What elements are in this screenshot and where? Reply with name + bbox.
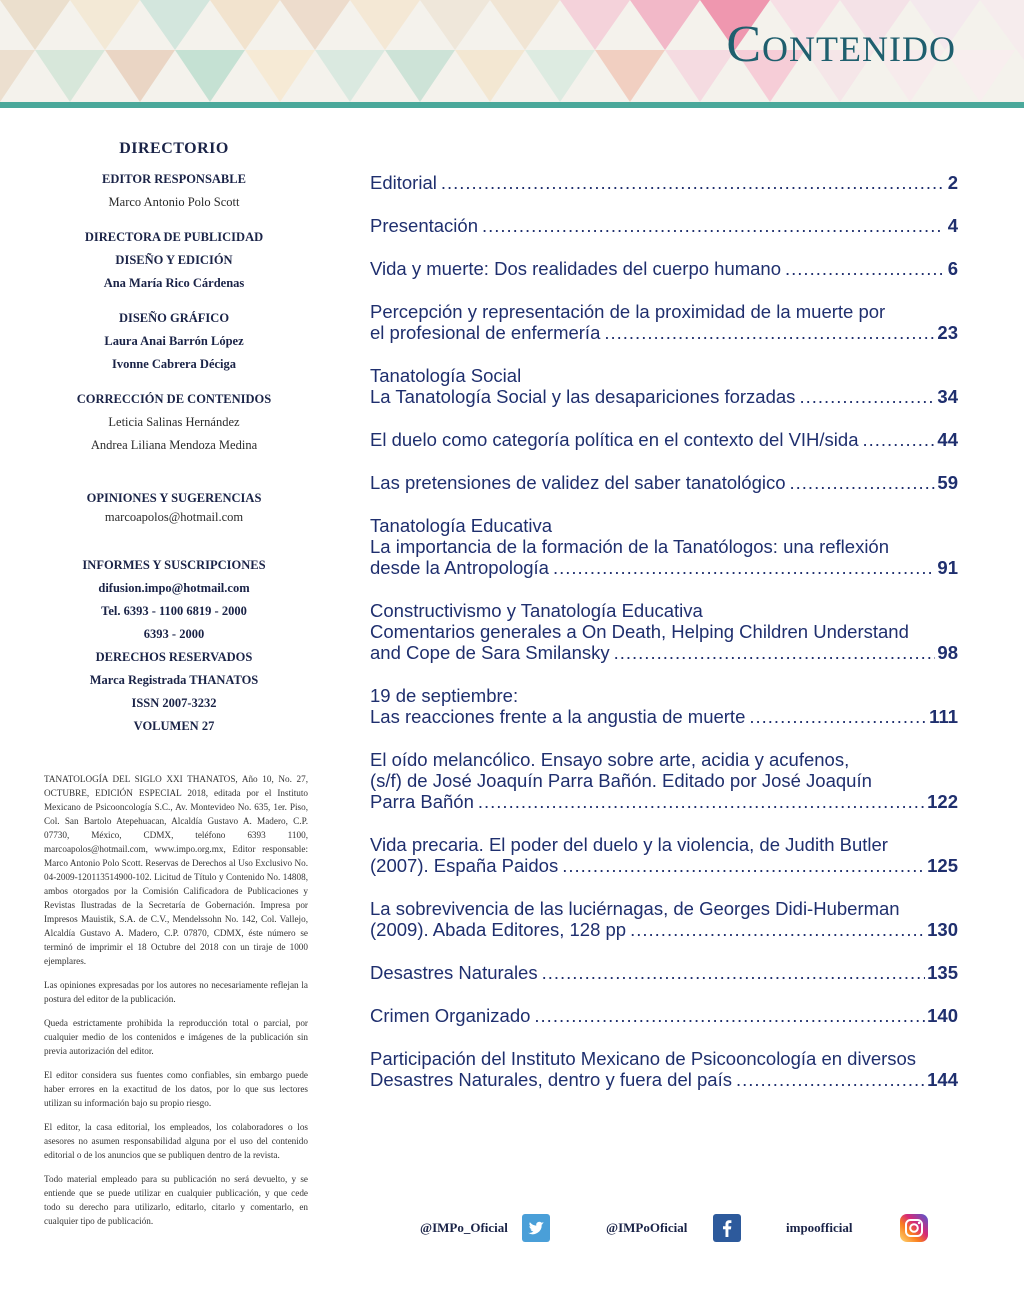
toc-entry-title-line: El oído melancólico. Ensayo sobre arte, acidia y acufenos, [370,749,850,770]
page-number: 144 [927,1069,958,1090]
person-name: Marco Antonio Polo Scott [108,195,240,209]
dot-leader [630,919,925,940]
toc-entry-title-line: La sobrevivencia de las luciérnagas, de Georges Didi-Huberman [370,898,900,919]
directorio-block-correccion [40,388,308,457]
toc-entry-leader-row [370,322,958,343]
page-number: 44 [937,429,958,450]
legal-paragraph: El editor considera sus fuentes como confiables, sin embargo puede haber errores en la exactitud de los datos, por lo que sus lectores utilizan su información bajo su propio riesgo. [44,1070,308,1108]
toc-entry-title: (2007). España Paidos [370,855,559,876]
twitter-handle[interactable]: @IMPo_Oficial [420,1220,508,1235]
toc-entry-leader-row [370,172,958,193]
dot-leader [441,172,942,193]
toc-entry-title: and Cope de Sara Smilansky [370,642,610,663]
dot-leader [790,472,936,493]
dot-leader [482,215,942,236]
social-facebook[interactable] [606,1212,741,1244]
page-number: 135 [927,962,958,983]
dot-leader [562,855,925,876]
toc-entry[interactable] [370,834,958,876]
directorio-panel [40,140,308,738]
page-number: 4 [947,215,958,236]
toc-entry[interactable] [370,515,958,578]
toc-entry-leader-row [370,215,958,236]
toc-entry-title-line: Comentarios generales a On Death, Helping Children Understand [370,621,909,642]
toc-entry[interactable] [370,898,958,940]
dot-leader [736,1069,925,1090]
toc-entry-leader-row [370,386,958,407]
opiniones-email[interactable]: marcoapolos@hotmail.com [104,510,244,524]
toc-entry-title: el profesional de enfermería [370,322,601,343]
directorio-block-grafico [40,307,308,376]
toc-entry[interactable] [370,685,958,727]
twitter-icon[interactable] [522,1214,550,1242]
page-number: 23 [937,322,958,343]
volume-line: VOLUMEN 27 [133,719,215,733]
instagram-handle[interactable]: impoofficial [786,1220,853,1235]
toc-entry-title: Presentación [370,215,478,236]
trademark-line: Marca Registrada THANATOS [89,673,259,687]
toc-entry-leader-row [370,962,958,983]
dot-leader [553,557,935,578]
toc-entry[interactable] [370,472,958,493]
toc-entry[interactable] [370,1048,958,1090]
legal-paragraph: Las opiniones expresadas por los autores no necesariamente reflejan la postura del editor de la publicación. [44,980,308,1004]
toc-entry[interactable] [370,962,958,983]
toc-entry[interactable] [370,365,958,407]
role-label: DISEÑO Y EDICIÓN [115,253,233,267]
dot-leader [749,706,927,727]
dot-leader [614,642,936,663]
legal-paragraph: TANATOLOGÍA DEL SIGLO XXI THANATOS, Año 10, No. 27, OCTUBRE, EDICIÓN ESPECIAL 2018, editada por el Instituto Mexicano de Psicooncología S.C., Av. Montevideo No. 635, 1er. Piso, Col. San Bartolo Atepehuacan, Alcaldía Gustavo A. Madero, C.P. 07730, México, CDMX, teléfono 6393 1100, marcoapolos@hotmail.com, www.impo.org.mx, Editor responsable: Marco Antonio Polo Scott. Reservas de Derechos al Uso Exclusivo No. 04-2009-120113514900-102. Licitud de Título y Contenido No. 14808, ambos otorgados por la Comisión Calificadora de Publicaciones y Revistas Ilustradas de la Secretaría de Gobernación. Impresa por Impresos Mauistik, S.A. de C.V., Mendelssohn No. 142, Col. Vallejo, Alcaldía Gustavo A. Madero, C.P. 07870, CDMX, éste número se terminó de imprimir el 18 Octubre del 2018 con un tiraje de 1000 ejemplares. [44,774,308,966]
toc-entry-leader-row [370,919,958,940]
opiniones-block [40,487,308,524]
toc-entry-title: La Tanatología Social y las desapariciones forzadas [370,386,796,407]
page-number: 6 [947,258,958,279]
opiniones-label: OPINIONES Y SUGERENCIAS [86,491,262,505]
dot-leader [542,962,926,983]
toc-entry-leader-row [370,642,958,663]
dot-leader [604,322,935,343]
issn-line: ISSN 2007-3232 [131,696,217,710]
role-label: CORRECCIÓN DE CONTENIDOS [76,392,272,406]
toc-entry-title: Desastres Naturales, dentro y fuera del país [370,1069,732,1090]
facebook-icon[interactable] [713,1214,741,1242]
legal-paragraph: El editor, la casa editorial, los empleados, los colaboradores o los asesores no asumen responsabilidad alguna por el uso del contenido editorial o de los anuncios que se publiquen dentro de la revista. [44,1122,308,1160]
page-number: 98 [937,642,958,663]
page-number: 59 [937,472,958,493]
toc-entry-leader-row [370,472,958,493]
legal-paragraph: Queda estrictamente prohibida la reproducción total o parcial, por cualquier medio de los contenidos e imágenes de la publicación sin previa autorización del editor. [44,1018,308,1056]
toc-entry-title: desde la Antropología [370,557,549,578]
toc-entry-title-line: Tanatología Social [370,365,522,386]
toc-entry-title: Parra Bañón [370,791,474,812]
toc-entry-title: Las reacciones frente a la angustia de muerte [370,706,746,727]
toc-entry-leader-row [370,1005,958,1026]
toc-entry-title: Editorial [370,172,437,193]
directorio-block-publicidad [40,226,308,295]
dot-leader [478,791,925,812]
page-header [0,0,1024,102]
phone-line: 6393 - 2000 [143,627,205,641]
toc-entry-title: Crimen Organizado [370,1005,531,1026]
page-number: 2 [947,172,958,193]
table-of-contents [370,172,958,1112]
legal-notes [44,772,308,1238]
toc-entry-leader-row [370,429,958,450]
page-number: 111 [929,706,958,727]
social-twitter[interactable] [420,1212,550,1244]
toc-entry-title: Las pretensiones de validez del saber tanatológico [370,472,786,493]
toc-entry-leader-row [370,557,958,578]
directorio-block-editor [40,168,308,214]
toc-entry-leader-row [370,706,958,727]
toc-entry-title: Desastres Naturales [370,962,538,983]
person-name: Ivonne Cabrera Déciga [111,357,237,371]
toc-entry-title-line: La importancia de la formación de la Tanatólogos: una reflexión [370,536,890,557]
person-name: Leticia Salinas Hernández [108,415,240,429]
toc-entry[interactable] [370,1005,958,1026]
toc-entry[interactable] [370,258,958,279]
header-divider [0,102,1024,108]
dot-leader [785,258,942,279]
toc-entry[interactable] [370,429,958,450]
toc-entry-title: (2009). Abada Editores, 128 pp [370,919,627,940]
toc-entry-title: Vida y muerte: Dos realidades del cuerpo humano [370,258,782,279]
person-name: Andrea Liliana Mendoza Medina [90,438,258,452]
page-number: 122 [927,791,958,812]
role-label: DISEÑO GRÁFICO [118,311,230,325]
directorio-title: DIRECTORIO [119,140,229,157]
dot-leader [799,386,935,407]
toc-entry[interactable] [370,600,958,663]
toc-entry-leader-row [370,855,958,876]
toc-entry[interactable] [370,215,958,236]
instagram-icon[interactable] [900,1214,928,1242]
rights-label: DERECHOS RESERVADOS [95,650,253,664]
toc-entry-leader-row [370,258,958,279]
dot-leader [862,429,935,450]
role-label: EDITOR RESPONSABLE [102,172,246,186]
page-number: 34 [937,386,958,407]
toc-entry-title-line: Tanatología Educativa [370,515,553,536]
person-name: Ana María Rico Cárdenas [103,276,245,290]
informes-block [40,554,308,738]
social-instagram[interactable] [786,1212,928,1244]
toc-entry-title-line: Percepción y representación de la proximidad de la muerte por [370,301,886,322]
toc-entry-title: El duelo como categoría política en el contexto del VIH/sida [370,429,859,450]
toc-entry-title-line: Vida precaria. El poder del duelo y la violencia, de Judith Butler [370,834,888,855]
page-number: 125 [927,855,958,876]
toc-entry-leader-row [370,1069,958,1090]
toc-entry[interactable] [370,301,958,343]
toc-entry[interactable] [370,172,958,193]
page-number: 130 [927,919,958,940]
toc-entry-title-line: (s/f) de José Joaquín Parra Bañón. Editado por José Joaquín [370,770,872,791]
dot-leader [534,1005,925,1026]
toc-entry-title-line: Constructivismo y Tanatología Educativa [370,600,703,621]
facebook-handle[interactable]: @IMPoOficial [606,1220,688,1235]
toc-entry-title-line: Participación del Instituto Mexicano de Psicooncología en diversos [370,1048,917,1069]
phone-line: Tel. 6393 - 1100 6819 - 2000 [101,604,247,618]
toc-entry[interactable] [370,749,958,812]
role-label: DIRECTORA DE PUBLICIDAD [84,230,264,244]
informes-label: INFORMES Y SUSCRIPCIONES [82,558,266,572]
toc-entry-title-line: 19 de septiembre: [370,685,519,706]
page-number: 140 [927,1005,958,1026]
informes-email[interactable]: difusion.impo@hotmail.com [98,581,250,595]
page-number: 91 [937,557,958,578]
toc-entry-leader-row [370,791,958,812]
page-title: Contenido [726,16,956,73]
legal-paragraph: Todo material empleado para su publicación no será devuelto, y se entiende que se puede utilizar en cualquier publicación, y que cede todo su derecho para utilizarlo, editarlo, citarlo y comentarlo, en cualquier tipo de publicación. [44,1174,308,1226]
person-name: Laura Anai Barrón López [104,334,244,348]
